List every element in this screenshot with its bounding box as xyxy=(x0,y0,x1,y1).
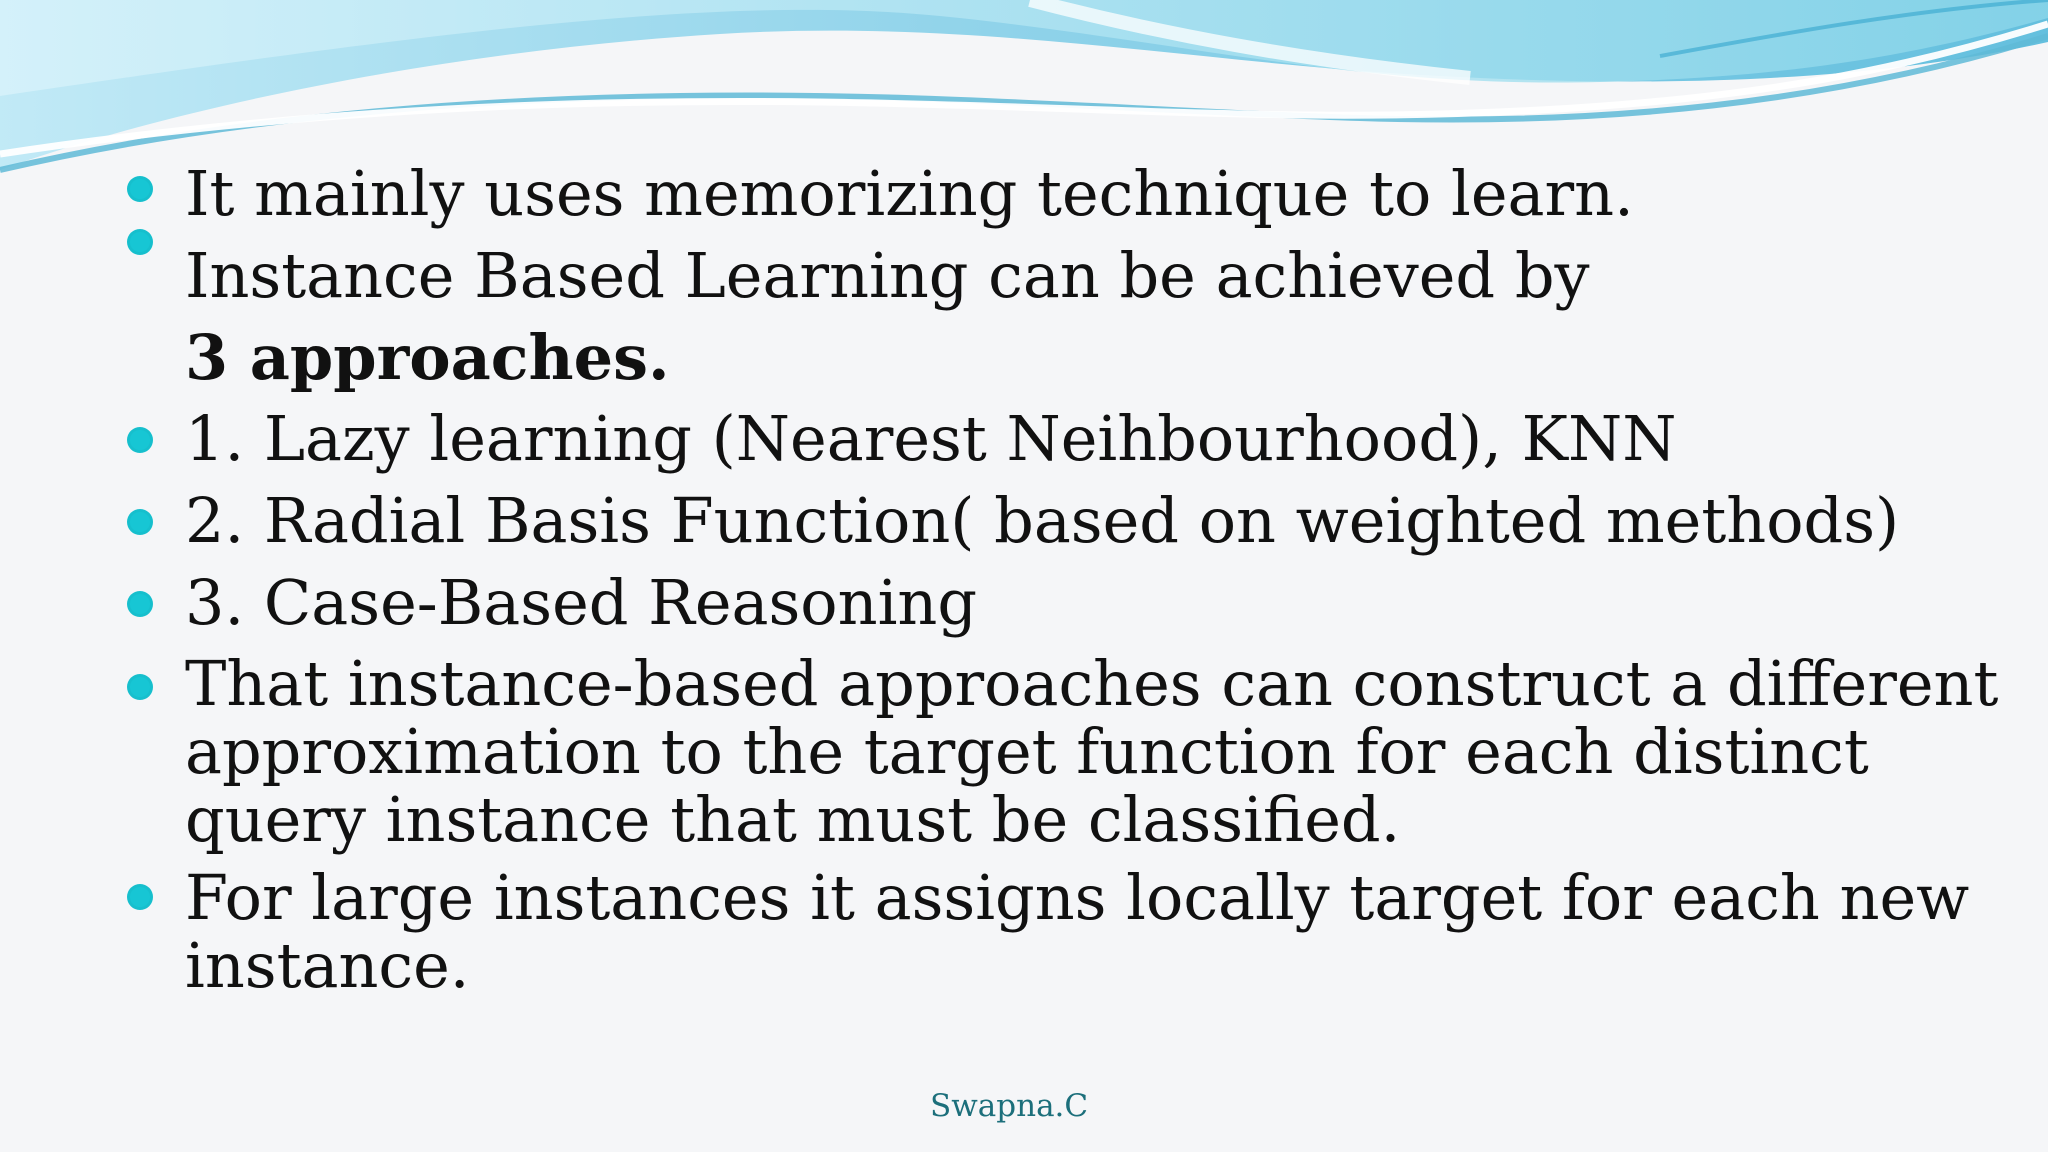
bullet-dot-icon xyxy=(127,427,153,453)
bullet-item-7-line-2: instance. xyxy=(185,929,470,1002)
bullet-continuation: 3 approaches. xyxy=(185,321,670,394)
bullet-dot-icon xyxy=(127,884,153,910)
bullet-dot-icon xyxy=(127,176,153,202)
bullet-dot-icon xyxy=(127,591,153,617)
bullet-dot-icon xyxy=(127,229,153,255)
bullet-item-5: 3. Case-Based Reasoning xyxy=(185,566,978,639)
bullet-item-7-line-1: For large instances it assigns locally target for each new xyxy=(185,861,1970,934)
bullet-item-6-line-2: approximation to the target function for each distinct xyxy=(185,715,1869,788)
bullet-item-4: 2. Radial Basis Function( based on weighted methods) xyxy=(185,484,1900,557)
bullet-dot-icon xyxy=(127,509,153,535)
bullet-item-1: It mainly uses memorizing technique to learn. xyxy=(185,157,1634,230)
bullet-item-6-line-3: query instance that must be classified. xyxy=(185,783,1401,856)
slide-footer-author: Swapna.C xyxy=(930,1088,1089,1124)
bullet-item-2: Instance Based Learning can be achieved by xyxy=(185,239,1590,312)
bullet-dot-icon xyxy=(127,674,153,700)
bullet-item-3: 1. Lazy learning (Nearest Neihbourhood), KNN xyxy=(185,402,1677,475)
bullet-item-6 xyxy=(185,647,1999,856)
bullet-item-7 xyxy=(185,861,1970,1002)
bullet-item-6-line-1: That instance-based approaches can construct a different xyxy=(185,647,1999,720)
